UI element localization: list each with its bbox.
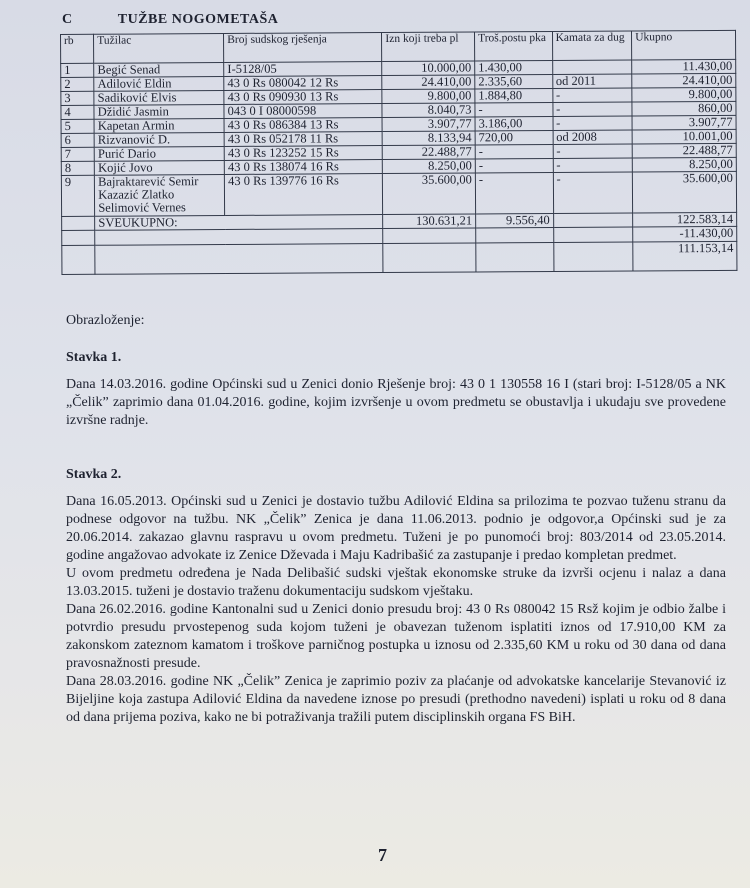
cell-empty bbox=[62, 230, 95, 245]
cell-rb: 5 bbox=[61, 119, 94, 133]
cell-empty bbox=[383, 228, 476, 244]
cell-case-number: 43 0 Rs 090930 13 Rs bbox=[224, 90, 382, 105]
totals-total: 122.583,14 bbox=[633, 212, 737, 227]
cell-plaintiff: Kojić Jovo bbox=[95, 160, 225, 175]
table-row-9 bbox=[61, 171, 736, 216]
header-total: Ukupno bbox=[632, 30, 736, 60]
cell-rb: 9 bbox=[61, 175, 94, 216]
cell-case-number: 43 0 Rs 139776 16 Rs bbox=[225, 174, 383, 216]
totals-net: 111.153,14 bbox=[633, 241, 737, 271]
cell-costs: - bbox=[475, 102, 553, 116]
paragraph: Dana 14.03.2016. godine Općinski sud u Zenici donio Rješenje broj: 43 0 1 130558 16 I (stari broj: I-5128/05 a NK „Čelik” zaprimio dana 01.04.2016. godine, kojim izvršenje u ovom predmetu se obustavlja i ukudaju sve provedene izvršne radnje. bbox=[66, 377, 726, 428]
cell-rb: 7 bbox=[61, 147, 94, 161]
stavka-2-text bbox=[66, 493, 726, 727]
cell-total: 10.001,00 bbox=[632, 129, 736, 144]
totals-deduction: -11.430,00 bbox=[633, 226, 737, 242]
cell-total: 860,00 bbox=[632, 101, 736, 116]
header-interest: Kamata za dug bbox=[552, 31, 632, 60]
cell-empty bbox=[553, 242, 633, 271]
cell-plaintiff: Begić Senad bbox=[94, 62, 224, 77]
cell-costs: 1.884,80 bbox=[475, 88, 553, 102]
cell-amount: 8.250,00 bbox=[383, 159, 476, 174]
paragraph: Dana 16.05.2013. Općinski sud u Zenici je dostavio tužbu Adilović Eldina sa prilozima te pozvao tuženu stranu da podnese odgovor na tužbu. NK „Čelik” Zenica je dana 11.06.2013. podnio je odgovor,a Općinski sud je za 20.06.2014. zakazao glavnu raspravu u ovom predmetu. Tuženi je po punomoći broj: 803/2014 od 23.05.2014. godine angažovao advokate iz Zenice Dževada i Maju Kadribašić za zastupanje i predao kompletan predmet. bbox=[66, 494, 726, 563]
header-case-number: Broj sudskog rješenja bbox=[224, 33, 382, 63]
cell-case-number: 43 0 Rs 123252 15 Rs bbox=[224, 146, 382, 161]
cell-plaintiff: Adilović Eldin bbox=[94, 76, 224, 91]
cell-amount: 8.040,73 bbox=[382, 103, 475, 118]
plaintiff-line: Kazazić Zlatko bbox=[98, 187, 175, 202]
cell-empty bbox=[62, 245, 95, 274]
cell-rb: 6 bbox=[61, 133, 94, 147]
cell-empty bbox=[553, 227, 633, 242]
cell-empty bbox=[95, 244, 383, 275]
section-title: TUŽBE NOGOMETAŠA bbox=[117, 12, 279, 27]
cell-total: 3.907,77 bbox=[632, 115, 736, 130]
cell-costs: - bbox=[475, 144, 553, 158]
header-plaintiff: Tužilac bbox=[94, 34, 224, 64]
header-amount: Izn koji treba pl bbox=[382, 32, 475, 62]
cell-interest: - bbox=[553, 158, 633, 172]
cell-plaintiff: Purić Dario bbox=[94, 146, 224, 161]
cell-interest bbox=[552, 60, 632, 74]
cell-interest: - bbox=[553, 116, 633, 130]
claims-table bbox=[60, 30, 737, 275]
cell-case-number: 043 0 I 08000598 bbox=[224, 104, 382, 119]
cell-rb: 4 bbox=[61, 105, 94, 119]
cell-total: 11.430,00 bbox=[632, 59, 736, 74]
cell-empty bbox=[95, 229, 383, 246]
cell-case-number: 43 0 Rs 086384 13 Rs bbox=[224, 118, 382, 133]
cell-interest: - bbox=[553, 144, 633, 158]
cell-amount: 9.800,00 bbox=[382, 89, 475, 104]
totals-costs: 9.556,40 bbox=[476, 213, 554, 227]
paragraph: Dana 26.02.2016. godine Kantonalni sud u Zenici donio presudu broj: 43 0 Rs 080042 15 Rsž kojim je odbio žalbe i potvrdio presudu prvostepenog suda kojom tuženi je obavezan tuženom isplatiti iznos od 17.910,00 KM za zakonskom zateznom kamatom i troškove parničnog postupka u iznosu od 2.335,60 KM u roku od 30 dana od dana pravosnažnosti presude. bbox=[66, 602, 726, 671]
cell-amount: 3.907,77 bbox=[382, 117, 475, 132]
cell-rb: 1 bbox=[61, 63, 94, 77]
cell-rb: 3 bbox=[61, 91, 94, 105]
net-row bbox=[62, 241, 737, 274]
cell-interest: od 2011 bbox=[552, 74, 632, 88]
cell-empty bbox=[62, 216, 95, 230]
cell-case-number: 43 0 Rs 052178 11 Rs bbox=[224, 132, 382, 147]
cell-total: 8.250,00 bbox=[632, 157, 736, 172]
cell-interest: od 2008 bbox=[553, 130, 633, 144]
cell-costs: 3.186,00 bbox=[475, 116, 553, 130]
cell-total: 22.488,77 bbox=[632, 143, 736, 158]
cell-total: 24.410,00 bbox=[632, 73, 736, 88]
cell-costs: 720,00 bbox=[475, 130, 553, 144]
header-costs: Troš.postu pka bbox=[475, 31, 553, 60]
stavka-1-text bbox=[66, 376, 726, 430]
plaintiff-line: Bajraktarević Semir bbox=[98, 174, 199, 189]
cell-costs: - bbox=[475, 158, 553, 172]
cell-interest: - bbox=[553, 172, 633, 213]
cell-interest: - bbox=[553, 102, 633, 116]
cell-plaintiff: Kapetan Armin bbox=[94, 118, 224, 133]
cell-rb: 8 bbox=[61, 161, 94, 175]
totals-label: SVEUKUPNO: bbox=[95, 215, 383, 231]
cell-amount: 35.600,00 bbox=[383, 173, 476, 215]
cell-empty bbox=[553, 213, 633, 227]
cell-costs: - bbox=[475, 172, 553, 213]
explanation-heading: Obrazloženje: bbox=[66, 313, 145, 328]
cell-plaintiff bbox=[95, 174, 225, 216]
header-rb: rb bbox=[61, 34, 94, 63]
cell-amount: 24.410,00 bbox=[382, 75, 475, 90]
cell-case-number: 43 0 Rs 138074 16 Rs bbox=[224, 160, 382, 175]
cell-plaintiff: Džidić Jasmin bbox=[94, 104, 224, 119]
table-header-row bbox=[61, 30, 736, 63]
section-letter: C bbox=[62, 12, 73, 27]
cell-amount: 8.133,94 bbox=[382, 131, 475, 146]
stavka-1-title: Stavka 1. bbox=[66, 350, 122, 365]
cell-total: 9.800,00 bbox=[632, 87, 736, 102]
cell-case-number: 43 0 Rs 080042 12 Rs bbox=[224, 76, 382, 91]
cell-interest: - bbox=[552, 88, 632, 102]
cell-empty bbox=[383, 243, 476, 273]
cell-costs: 1.430,00 bbox=[475, 60, 553, 74]
cell-amount: 22.488,77 bbox=[383, 145, 476, 160]
section-heading bbox=[62, 12, 278, 28]
cell-empty bbox=[476, 227, 554, 242]
cell-empty bbox=[476, 242, 554, 271]
paragraph: Dana 28.03.2016. godine NK „Čelik” Zenica je zaprimio poziv za plaćanje od advokatske kancelarije Stevanović iz Bijeljine koja zastupa Adilović Eldina da navedene iznose po presudi (prethodno navedeni) isplati u roku od 8 dana od dana prijema poziva, kako ne bi potraživanja tražili putem disciplinskih organa FS BiH. bbox=[66, 674, 726, 725]
totals-amount: 130.631,21 bbox=[383, 214, 476, 229]
cell-case-number: I-5128/05 bbox=[224, 62, 382, 77]
stavka-2-title: Stavka 2. bbox=[66, 467, 122, 482]
page-number: 7 bbox=[378, 845, 387, 865]
plaintiff-line: Selimović Vernes bbox=[98, 200, 186, 215]
cell-plaintiff: Sadiković Elvis bbox=[94, 90, 224, 105]
cell-costs: 2.335,60 bbox=[475, 74, 553, 88]
cell-rb: 2 bbox=[61, 77, 94, 91]
cell-total: 35.600,00 bbox=[633, 171, 737, 213]
cell-amount: 10.000,00 bbox=[382, 61, 475, 76]
cell-plaintiff: Rizvanović D. bbox=[94, 132, 224, 147]
paragraph: U ovom predmetu određena je Nada Delibašić sudski vještak ekonomske struke da izvrši ocjenu i nalaz a dana 13.03.2015. tuženi je dostavio traženu dokumentaciju sudskom vještaku. bbox=[66, 566, 726, 599]
